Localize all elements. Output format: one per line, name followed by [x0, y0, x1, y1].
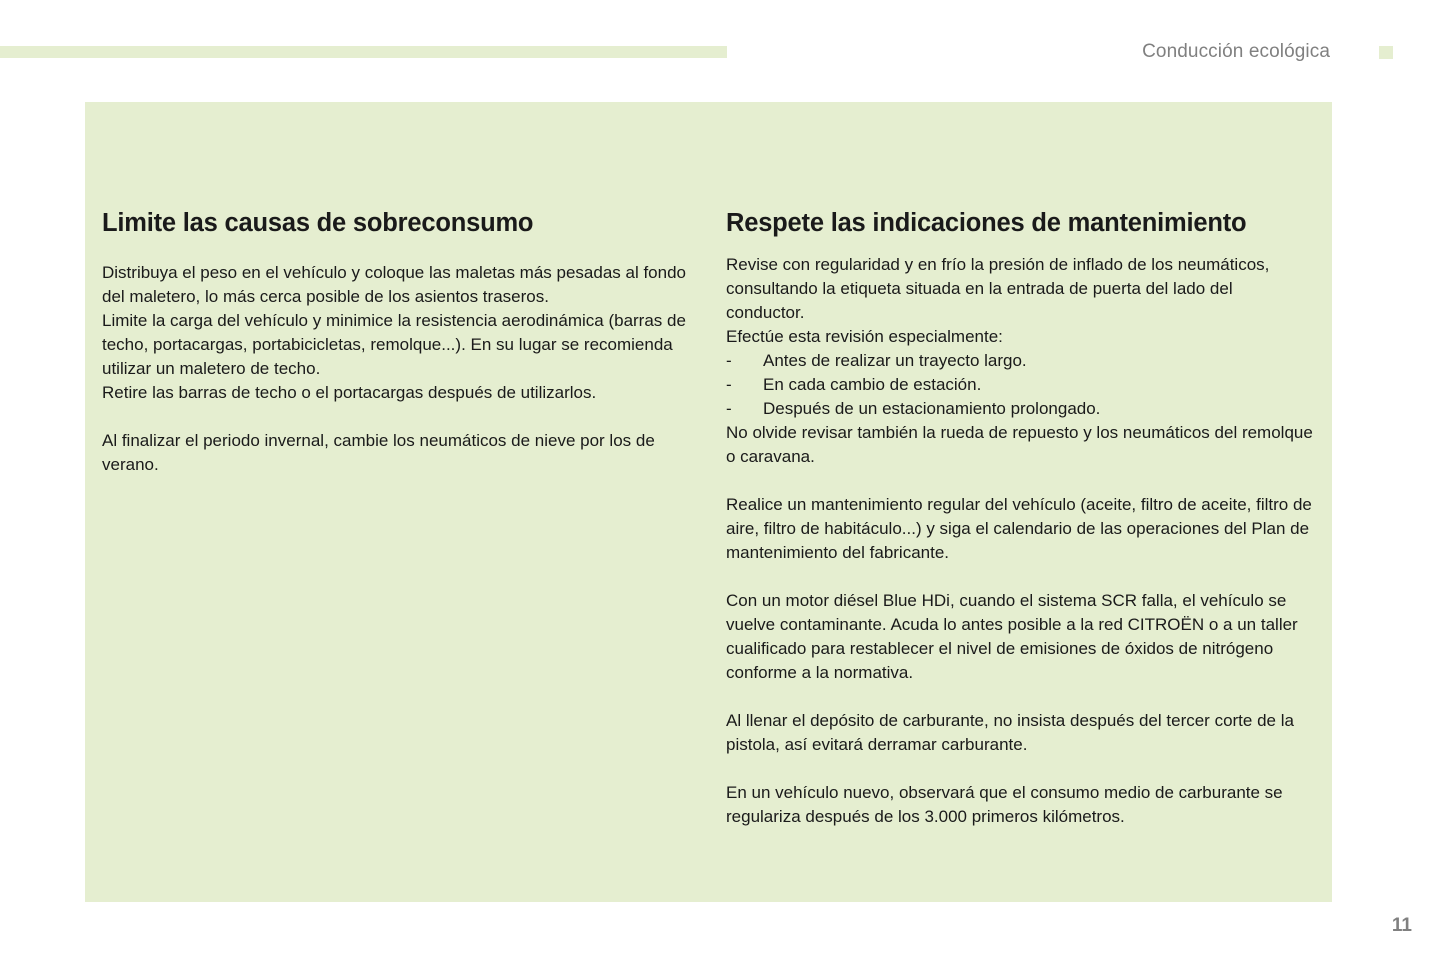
paragraph: Al finalizar el periodo invernal, cambie los neumáticos de nieve por los de verano.	[102, 431, 655, 474]
list-item-label: Después de un estacionamiento prolongado.	[763, 399, 1101, 418]
content-panel	[85, 102, 1332, 902]
two-column-body	[102, 207, 1315, 829]
paragraph: Realice un mantenimiento regular del vehículo (aceite, filtro de aceite, filtro de aire, filtro de habitáculo...) y siga el calendario de las operaciones del Plan de mantenimiento del fabricante.	[726, 495, 1312, 562]
list-item-label: En cada cambio de estación.	[763, 375, 982, 394]
paragraph: Con un motor diésel Blue HDi, cuando el sistema SCR falla, el vehículo se vuelve contaminante. Acuda lo antes posible a la red CITROËN o a un taller cualificado para restablecer el nivel de emisiones de óxidos de nitrógeno conforme a la normativa.	[726, 591, 1298, 682]
dash-bullet-icon: -	[726, 351, 732, 370]
left-column	[102, 207, 691, 829]
list-item	[726, 349, 1315, 373]
maintenance-check-list	[726, 349, 1315, 421]
paragraph: Al llenar el depósito de carburante, no insista después del tercer corte de la pistola, así evitará derramar carburante.	[726, 711, 1294, 754]
page-header	[0, 0, 1445, 102]
dash-bullet-icon: -	[726, 399, 732, 418]
header-marker-square	[1379, 46, 1393, 59]
right-column	[726, 207, 1315, 829]
paragraph: Retire las barras de techo o el portacargas después de utilizarlos.	[102, 383, 597, 402]
list-item	[726, 397, 1315, 421]
header-rule	[0, 46, 727, 58]
right-column-heading: Respete las indicaciones de mantenimiento	[726, 209, 1247, 237]
paragraph: En un vehículo nuevo, observará que el consumo medio de carburante se regulariza después de los 3.000 primeros kilómetros.	[726, 783, 1283, 826]
page-number: 11	[1391, 915, 1412, 936]
dash-bullet-icon: -	[726, 375, 732, 394]
list-item-label: Antes de realizar un trayecto largo.	[763, 351, 1027, 370]
list-lead-in: Efectúe esta revisión especialmente:	[726, 327, 1003, 346]
list-item	[726, 373, 1315, 397]
paragraph: No olvide revisar también la rueda de repuesto y los neumáticos del remolque o caravana.	[726, 423, 1313, 466]
paragraph: Revise con regularidad y en frío la presión de inflado de los neumáticos, consultando la etiqueta situada en la entrada de puerta del lado del conductor.	[726, 255, 1270, 322]
left-column-heading: Limite las causas de sobreconsumo	[102, 209, 534, 237]
paragraph: Limite la carga del vehículo y minimice la resistencia aerodinámica (barras de techo, portacargas, portabicicletas, remolque...). En su lugar se recomienda utilizar un maletero de techo.	[102, 311, 686, 378]
paragraph: Distribuya el peso en el vehículo y coloque las maletas más pesadas al fondo del maletero, lo más cerca posible de los asientos traseros.	[102, 263, 687, 306]
running-header-title: Conducción ecológica	[1142, 41, 1330, 62]
